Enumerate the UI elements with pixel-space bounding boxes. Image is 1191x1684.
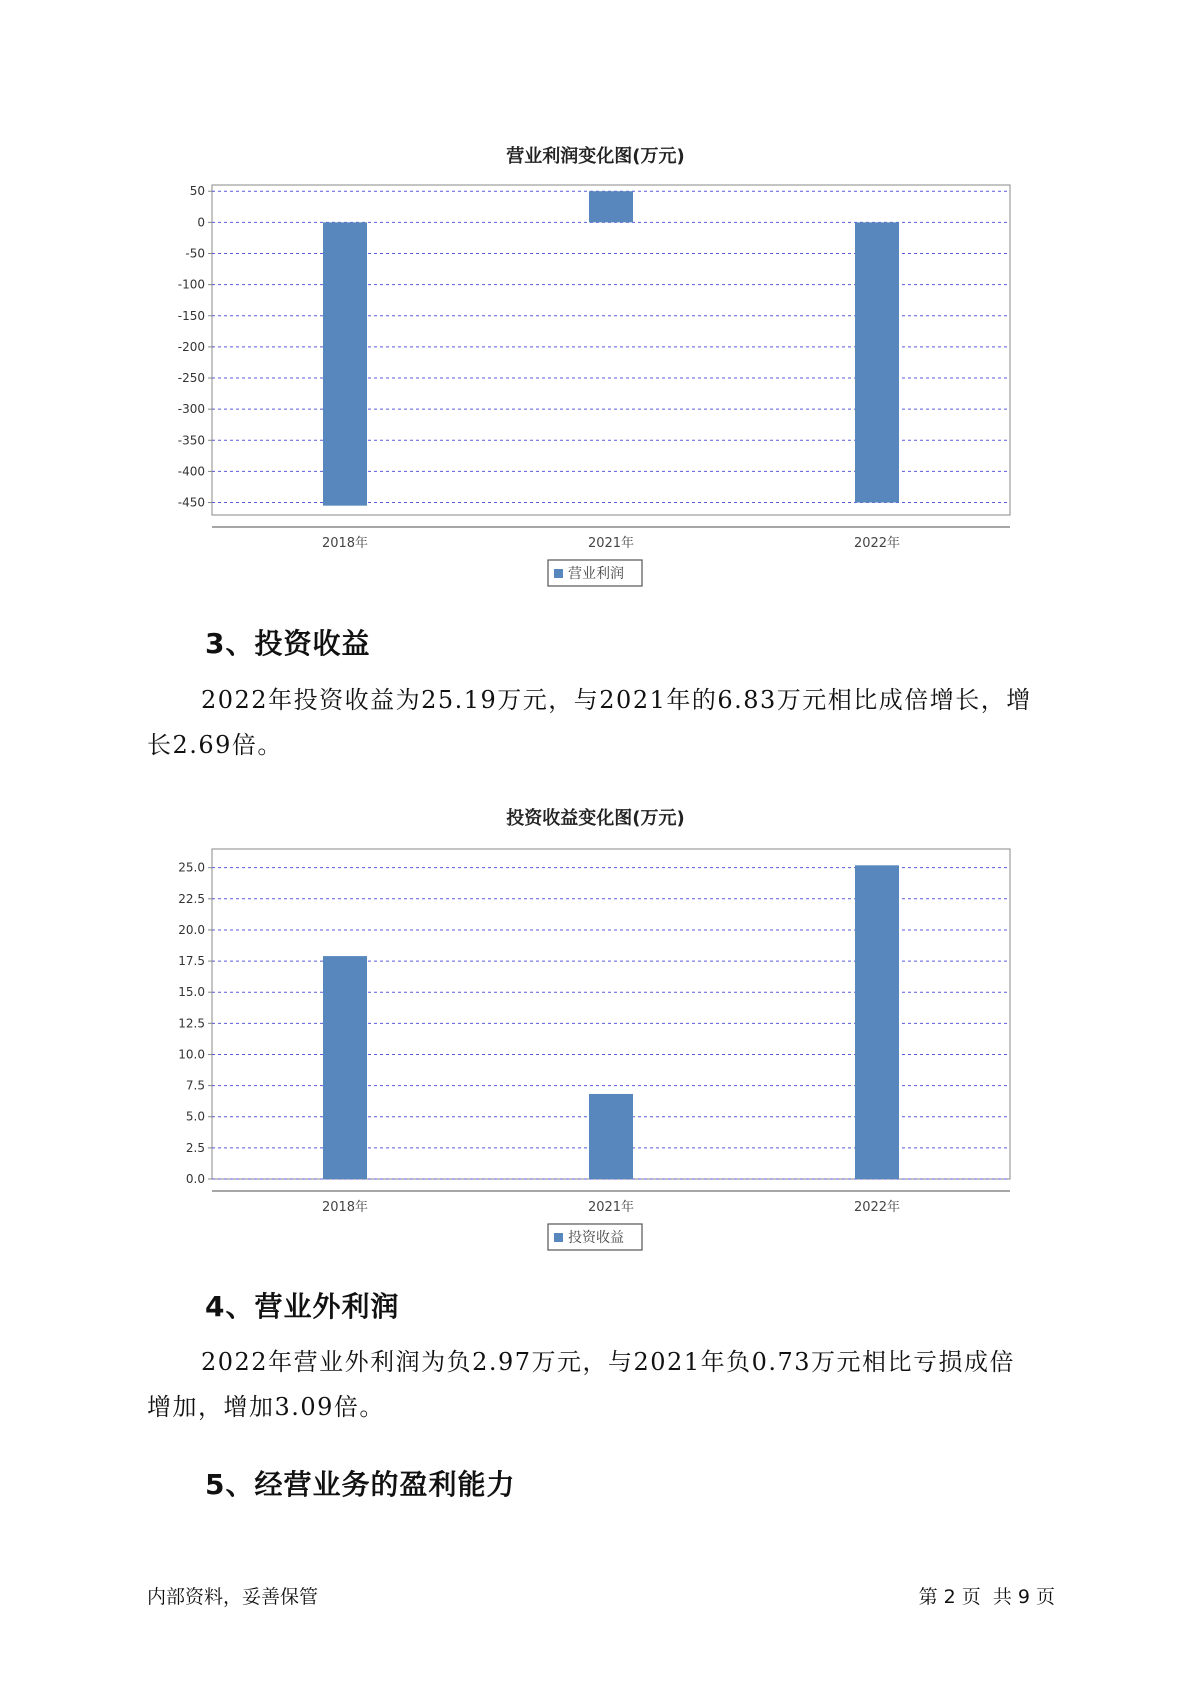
profit-y-tick-label: -150 <box>177 308 205 323</box>
invest-y-tick-label: 5.0 <box>185 1109 205 1124</box>
profit-x-tick-label: 2021年 <box>587 536 635 551</box>
invest-chart <box>0 834 1191 1254</box>
section-4-heading: 4、营业外利润 <box>205 1290 400 1323</box>
profit-y-tick-label: -100 <box>177 277 205 292</box>
profit-y-tick-label: -350 <box>177 433 205 448</box>
invest-x-tick-label: 2018年 <box>321 1200 369 1215</box>
section-4-line-2: 增加，增加3.09倍。 <box>147 1393 385 1421</box>
invest-bar-3 <box>855 865 899 1179</box>
section-3-line-1: 2022年投资收益为25.19万元，与2021年的6.83万元相比成倍增长，增 <box>201 686 1032 714</box>
invest-legend-swatch <box>554 1233 563 1242</box>
invest-y-tick-label: 20.0 <box>178 922 205 937</box>
profit-x-tick-label: 2022年 <box>853 536 901 551</box>
invest-bar-1 <box>323 956 367 1179</box>
profit-y-tick-label: -200 <box>177 339 205 354</box>
invest-y-tick-label: 22.5 <box>178 891 205 906</box>
footer-confidential-note: 内部资料，妥善保管 <box>147 1586 319 1608</box>
profit-legend-swatch <box>554 569 563 578</box>
invest-y-tick-label: 12.5 <box>178 1016 205 1031</box>
profit-chart <box>0 170 1191 590</box>
section-3-heading: 3、投资收益 <box>205 627 371 660</box>
section-5-heading: 5、经营业务的盈利能力 <box>205 1468 516 1501</box>
profit-y-tick-label: -250 <box>177 371 205 386</box>
invest-y-tick-label: 0.0 <box>185 1172 205 1186</box>
profit-y-tick-label: 0 <box>197 215 205 230</box>
invest-x-tick-label: 2021年 <box>587 1200 635 1215</box>
profit-legend-label: 营业利润 <box>568 566 624 582</box>
invest-legend-label: 投资收益 <box>568 1230 624 1246</box>
footer-page-number: 第 2 页 共 9 页 <box>918 1586 1055 1608</box>
invest-bar-2 <box>589 1094 633 1179</box>
invest-x-tick-label: 2022年 <box>853 1200 901 1215</box>
section-3-paragraph <box>147 678 1062 768</box>
profit-y-tick-label: 50 <box>189 184 205 199</box>
profit-x-tick-label: 2018年 <box>321 536 369 551</box>
profit-y-tick-label: -50 <box>185 246 205 261</box>
section-4-line-1: 2022年营业外利润为负2.97万元，与2021年负0.73万元相比亏损成倍 <box>201 1348 1016 1376</box>
invest-y-tick-label: 25.0 <box>178 860 205 875</box>
invest-chart-title: 投资收益变化图(万元) <box>506 808 685 829</box>
profit-y-tick-label: -300 <box>177 402 205 417</box>
profit-y-tick-label: -450 <box>177 495 205 510</box>
profit-chart-title: 营业利润变化图(万元) <box>506 146 685 167</box>
invest-y-tick-label: 7.5 <box>185 1078 205 1093</box>
profit-bar-2 <box>589 191 633 222</box>
invest-y-tick-label: 10.0 <box>178 1047 205 1062</box>
section-3-line-2: 长2.69倍。 <box>147 731 283 759</box>
invest-y-tick-label: 2.5 <box>185 1140 205 1155</box>
section-4-paragraph <box>147 1340 1062 1430</box>
profit-bar-3 <box>855 222 899 502</box>
invest-y-tick-label: 17.5 <box>178 954 205 969</box>
invest-y-tick-label: 15.0 <box>178 985 205 1000</box>
profit-y-tick-label: -400 <box>177 464 205 479</box>
profit-bar-1 <box>323 222 367 505</box>
